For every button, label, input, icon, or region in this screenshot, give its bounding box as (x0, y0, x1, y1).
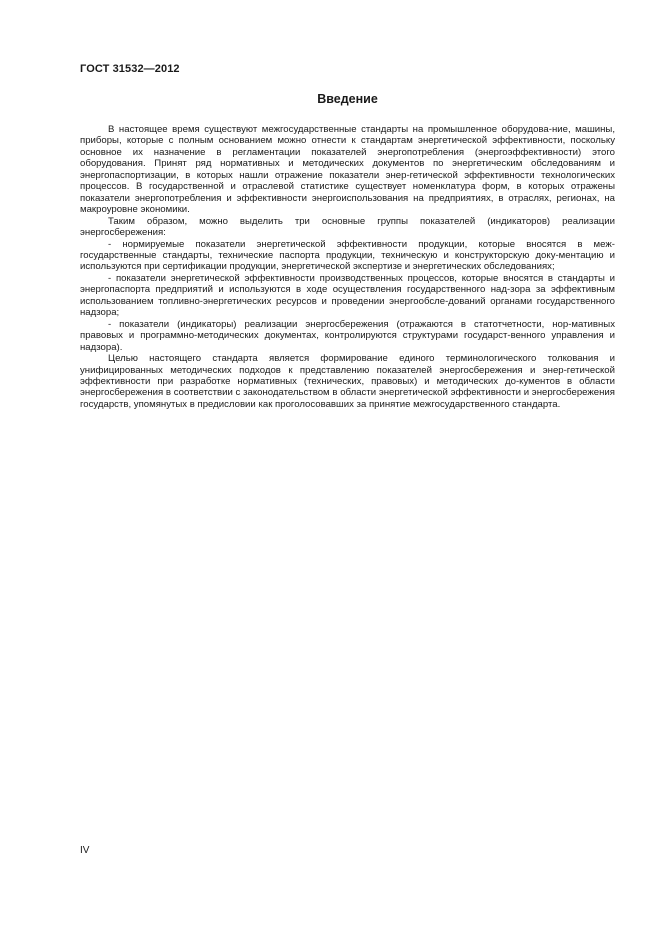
paragraph: В настоящее время существуют межгосударственные стандарты на промышленное оборудова-ние, машины, приборы, которые с полным основанием можно отнести к стандартам энергетической эффективности, поскольку основное их назначение в регламентации показателей энергопотребления (энергоэффективности) этого оборудования. Принят ряд нормативных и методических документов по энергетическим обследованиям и энергопаспортизации, в которых нашли отражение показатели энер-гетической эффективности технологических процессов. В государственной и отраслевой статистике существует номенклатура форм, в которых отражены показатели энергопотребления и эффективности энергоиспользования на предприятиях, в отраслях, регионах, на макроуровне экономики. (80, 124, 615, 216)
list-item: - нормируемые показатели энергетической эффективности продукции, которые вносятся в меж-государственные стандарты, технические паспорта продукции, техническую и конструкторскую доку-ментацию и используются при сертификации продукции, энергетической экспертизе и энергетических обследованиях; (80, 238, 615, 273)
paragraph: Таким образом, можно выделить три основные группы показателей (индикаторов) реализации энергосбережения: (80, 215, 615, 239)
document-id: ГОСТ 31532—2012 (80, 63, 180, 75)
list-item: - показатели энергетической эффективности производственных процессов, которые вносятся в стандарты и энергопаспорта предприятий и используются в ходе осуществления государственного над-зора за эффективным использованием топливно-энергетических ресурсов и проведении энергообсле-дований органами государственного надзора; (80, 272, 615, 319)
document-body (80, 124, 615, 410)
page-number: IV (80, 845, 90, 856)
list-item: - показатели (индикаторы) реализации энергосбережения (отражаются в статотчетности, нор-мативных правовых и программно-методических документах, контролируются структурами государст-венного управления и надзора). (80, 318, 615, 353)
section-title: Введение (317, 92, 378, 106)
paragraph: Целью настоящего стандарта является формирование единого терминологического толкования и унифицированных методических подходов к представлению показателей энергосбережения и энер-гетической эффективности при разработке нормативных (технических, правовых) и методических до-кументов в области энергосбережения в соответствии с законодательством в области энергетической эффективности и энергосбережения государств, упомянутых в предисловии как проголосовавших за принятие межгосударственного стандарта. (80, 353, 615, 410)
